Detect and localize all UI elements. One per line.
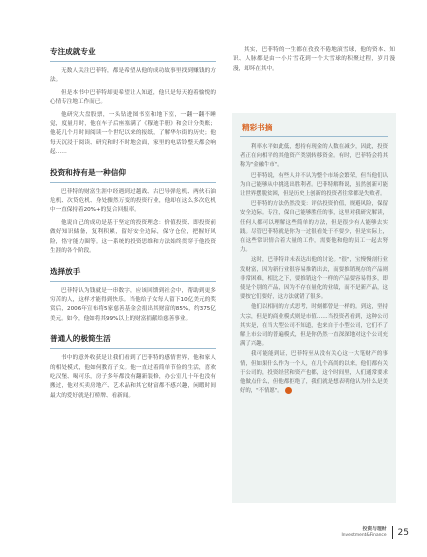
section-simple-life [50,333,216,401]
end-mark-icon [285,387,292,394]
paragraph: 他说自己的成功是基于坚定的投资理念：价值投资、即投资前做好知识储备，复利积累，留好安全边际，保守仓位，把握好风险，恪守能力圈等。这一系统的投资思维和方法始终贯穿于他投资生涯的各个阶段。 [50,219,216,255]
divider [50,182,216,183]
page-number: 25 [397,527,409,538]
paragraph: 巴菲特的财富生涯中经遇到过越战、古巴导弹危机、两伙石油危机、次贷危机、身处骤然万变的投资行业，他却在这么多次危机中一直保持着20%+的复合回报率。 [50,188,216,214]
excerpt-paragraph: 巴菲特的方法仍然没变：评估投资价值，规避风险，保留安全边际。专注，保自己能够胜任的事，这里对我研究解读，任何人都可以理解这些简单的方法，但是很少有人能够去实践。尽管巴菲特就是你为一过很看处于不要少，但是实际上，在这些常识情合着大量的工作，需要他和他的员工一起去努力。 [240,201,388,254]
section-title: 选择放手 [50,266,81,276]
divider [50,281,216,282]
section-belief [50,167,216,257]
excerpt-title: 精彩书摘 [242,123,273,132]
divider [240,136,388,137]
section-focus [50,46,216,158]
excerpt-paragraph: 利率水平如此低，想持有现金的人数在减少，因此，投资者正在向相平的其他资产类别转移资金。有时，巴菲特会将其称为"金融牛市"。 [240,144,388,169]
paragraph: 其实，巴菲特的一生都在孜孜不倦地滚雪球，他的资本、知识、人脉都是由一小片雪花到一个大雪球的积聚过程，岁月漫漫，却坏在其中。 [233,47,395,72]
left-column [50,46,216,410]
footer-brand [341,527,386,539]
right-column-text [233,46,395,74]
paragraph: 他研究大盘股票，一头钻进图书室和地下室，一翻一翻不睡觉，度量月时，他在车子后座塞满了《穆迪手册》和会计分类账；他花几个月时间阅读一个世纪以来的报纸，了解华尔街的历史；他每天沉浸于阅读、研究和时不时地会面，家里的电话铃整天都会响起…… [50,111,216,156]
footer-divider [392,526,393,539]
divider [50,61,216,62]
excerpt-paragraph: 这时，巴菲特并未表达出他的讨论。"很"，宝慢慢剖行业发财富，因为新行业很容易推销出去，而要推销现存的产品则非常困难，相比之下，要推销这个一样的产品要容易得多，即使是个别的产品，因为不存在量化的业绩，而不是新产品，这要按它们要好，这方法就错了很多。 [240,257,388,301]
excerpt-paragraph [240,350,388,396]
page-footer [341,526,409,539]
excerpt-paragraph: 巴菲特说，有些人并不认为整个市场会繁荣，但当他们认为自己能够从中挑选出胜利者。巴菲特解释说，虽然创新可能让世界摆脱贫困，但是历史上创新的投资者往常都是失败者。 [240,172,388,198]
brand-name-cn: 投资与理财 [362,526,387,532]
excerpt-box [232,113,396,503]
excerpt-last-text: 我可能能到证，巴菲特至从没有关心这一大笔财产的事情，但如果什么作为一个人，在几个高尚的以来，他们都有关于公司的，投资经营和资产也都，这个时间里，人们通常要求他做点什么，但他都拒绝了，我们就是想表明他认为什么是美好的，"不情愿"。 [240,351,388,395]
paragraph: 书中的意外收获是让我们看到了巴菲特的感情世界，他和家人的相处模式，他如何教育子女。他一直过着简单节俭的生活，喜欢吃汉堡、喝可乐，房子多年都没有翻新装修，办公室几十年也没有搬过，他对买卖房地产、艺术品和其它财富都不感兴趣，闲暇时间最大的爱好就是打桥牌、看新闻。 [50,355,216,399]
paragraph: 巴菲特认为钱就是一串数字，应该回馈到社会中，帮助到更多穷苦的人，这样才能得到快乐。当他给子女每人留下10亿美元的奖赏后，2006年宣布将5家慈善基金会捐出其财富的85%，约375亿美元。如今，他如将其99%以上的财富捐献给慈善事业。 [50,287,216,322]
section-letting-go [50,266,216,325]
section-title: 投资和持有是一种信仰 [50,167,126,177]
section-title: 普通人的极简生活 [50,334,111,344]
excerpt-paragraph: 他们以相同的方式思考，时刻都曾是一样的。到这，坚持大宗，但是的商业模式则是市值……当投资者看到，这种公司其实是，在当大型公司不知道，也来自于小型公司，它们不了解上市公司的普遍模式，但是你仍然一直深深地对这个公司充满了兴趣。 [240,304,388,348]
paragraph: 无数人关注巴菲特，都是希望从他的成功故事里找到赚钱的方法。 [50,68,216,84]
brand-name-en: Investment&Finance [341,532,387,538]
section-title: 专注成就专业 [50,47,96,56]
paragraph: 但是本书中巴菲特却更希望让人知道，他只是每天抱着愉悦的心情专注地工作而已。 [50,89,216,106]
divider [50,348,216,349]
